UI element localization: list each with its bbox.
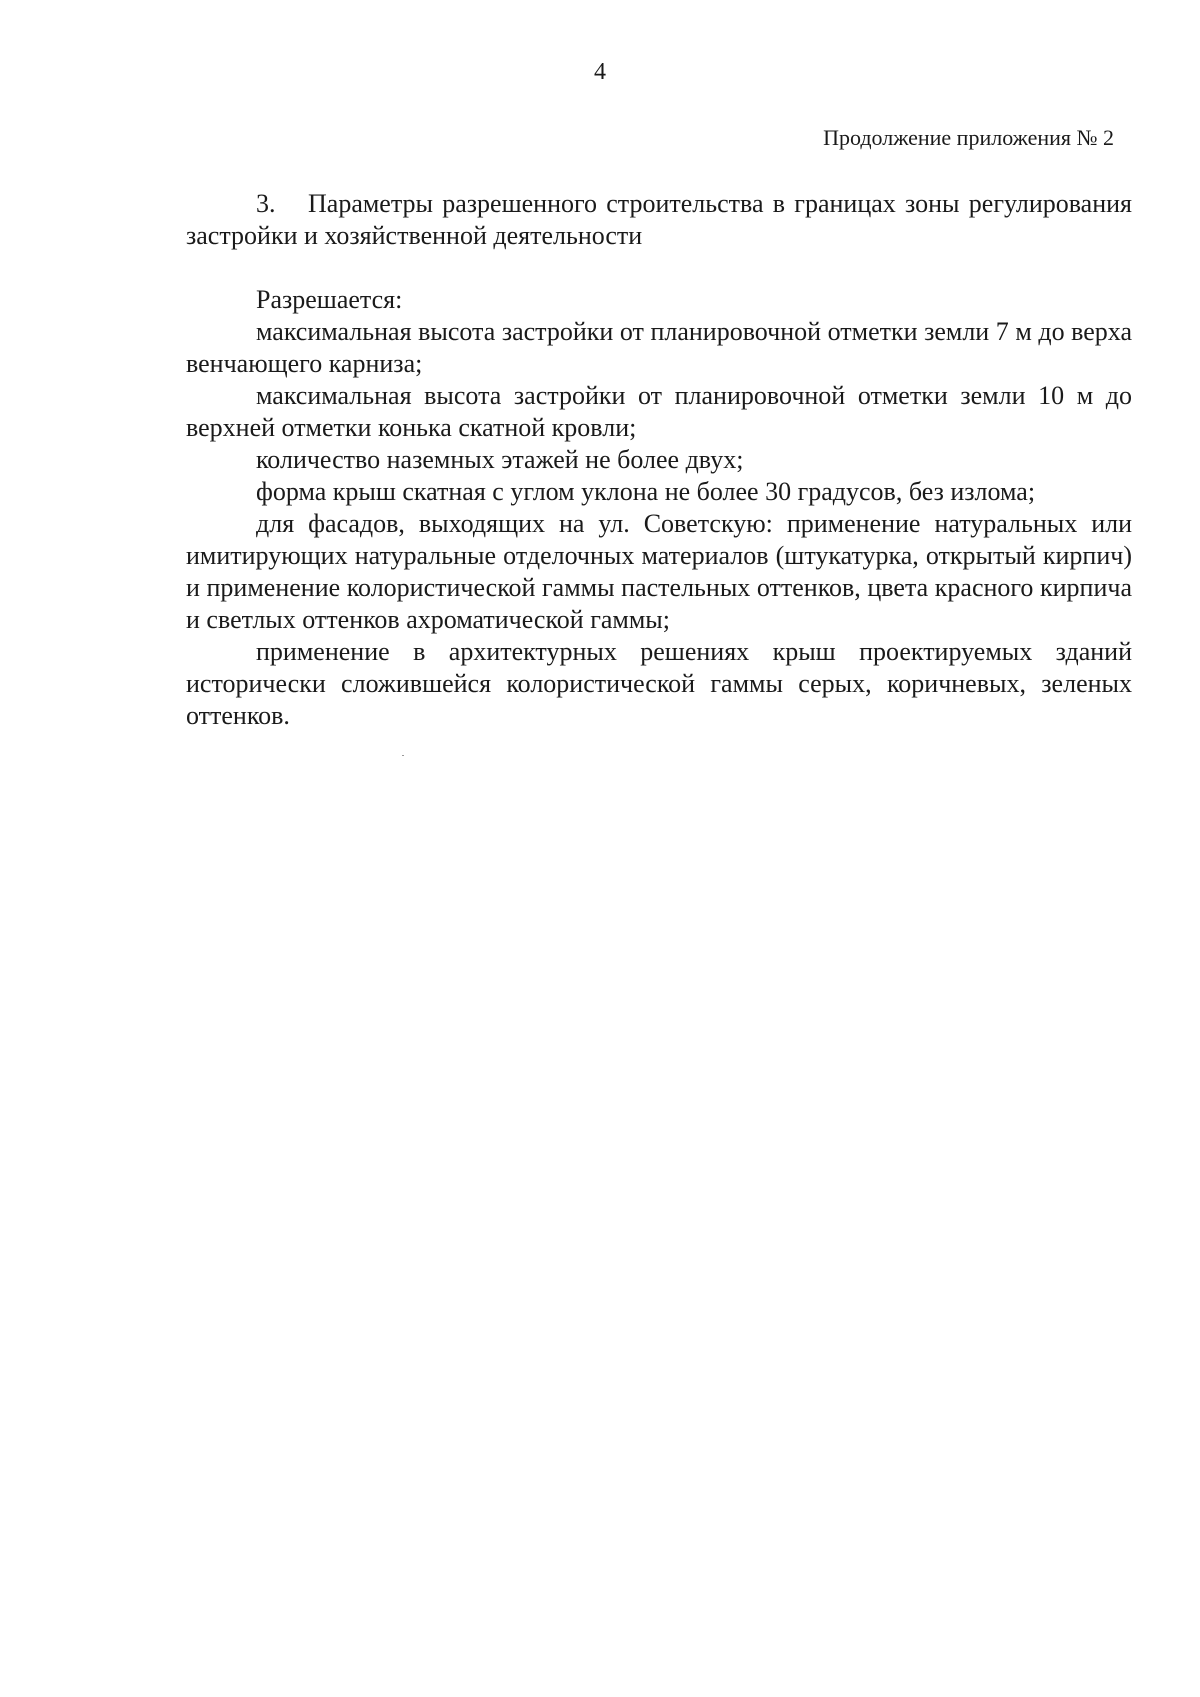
- section-heading: [186, 188, 1132, 252]
- list-item: применение в архитектурных решениях крыш проектируемых зданий исторически сложившейся колористической гаммы серых, коричневых, зеленых оттенков.: [186, 637, 1132, 730]
- document-body: [186, 188, 1132, 732]
- list-item: форма крыш скатная с углом уклона не более 30 градусов, без излома;: [256, 477, 1036, 506]
- permitted-heading: Разрешается:: [256, 285, 403, 314]
- list-item: для фасадов, выходящих на ул. Советскую: применение натуральных или имитирующих натуральные отделочных материалов (штукатурка, открытый кирпич) и применение колористической гаммы пастельных оттенков, цвета красного кирпича и светлых оттенков ахроматической гаммы;: [186, 509, 1132, 634]
- list-item: максимальная высота застройки от планировочной отметки земли 10 м до верхней отметки конька скатной кровли;: [186, 381, 1132, 442]
- list-item: количество наземных этажей не более двух;: [256, 445, 744, 474]
- list-item: максимальная высота застройки от планировочной отметки земли 7 м до верха венчающего карниза;: [186, 317, 1132, 378]
- section-number: 3.: [256, 189, 276, 218]
- appendix-continuation-note: Продолжение приложения № 2: [823, 125, 1114, 150]
- section-title: Параметры разрешенного строительства в границах зоны регулирования застройки и хозяйственной деятельности: [186, 189, 1132, 250]
- scan-speck: [402, 755, 404, 756]
- page-number: 4: [594, 59, 606, 85]
